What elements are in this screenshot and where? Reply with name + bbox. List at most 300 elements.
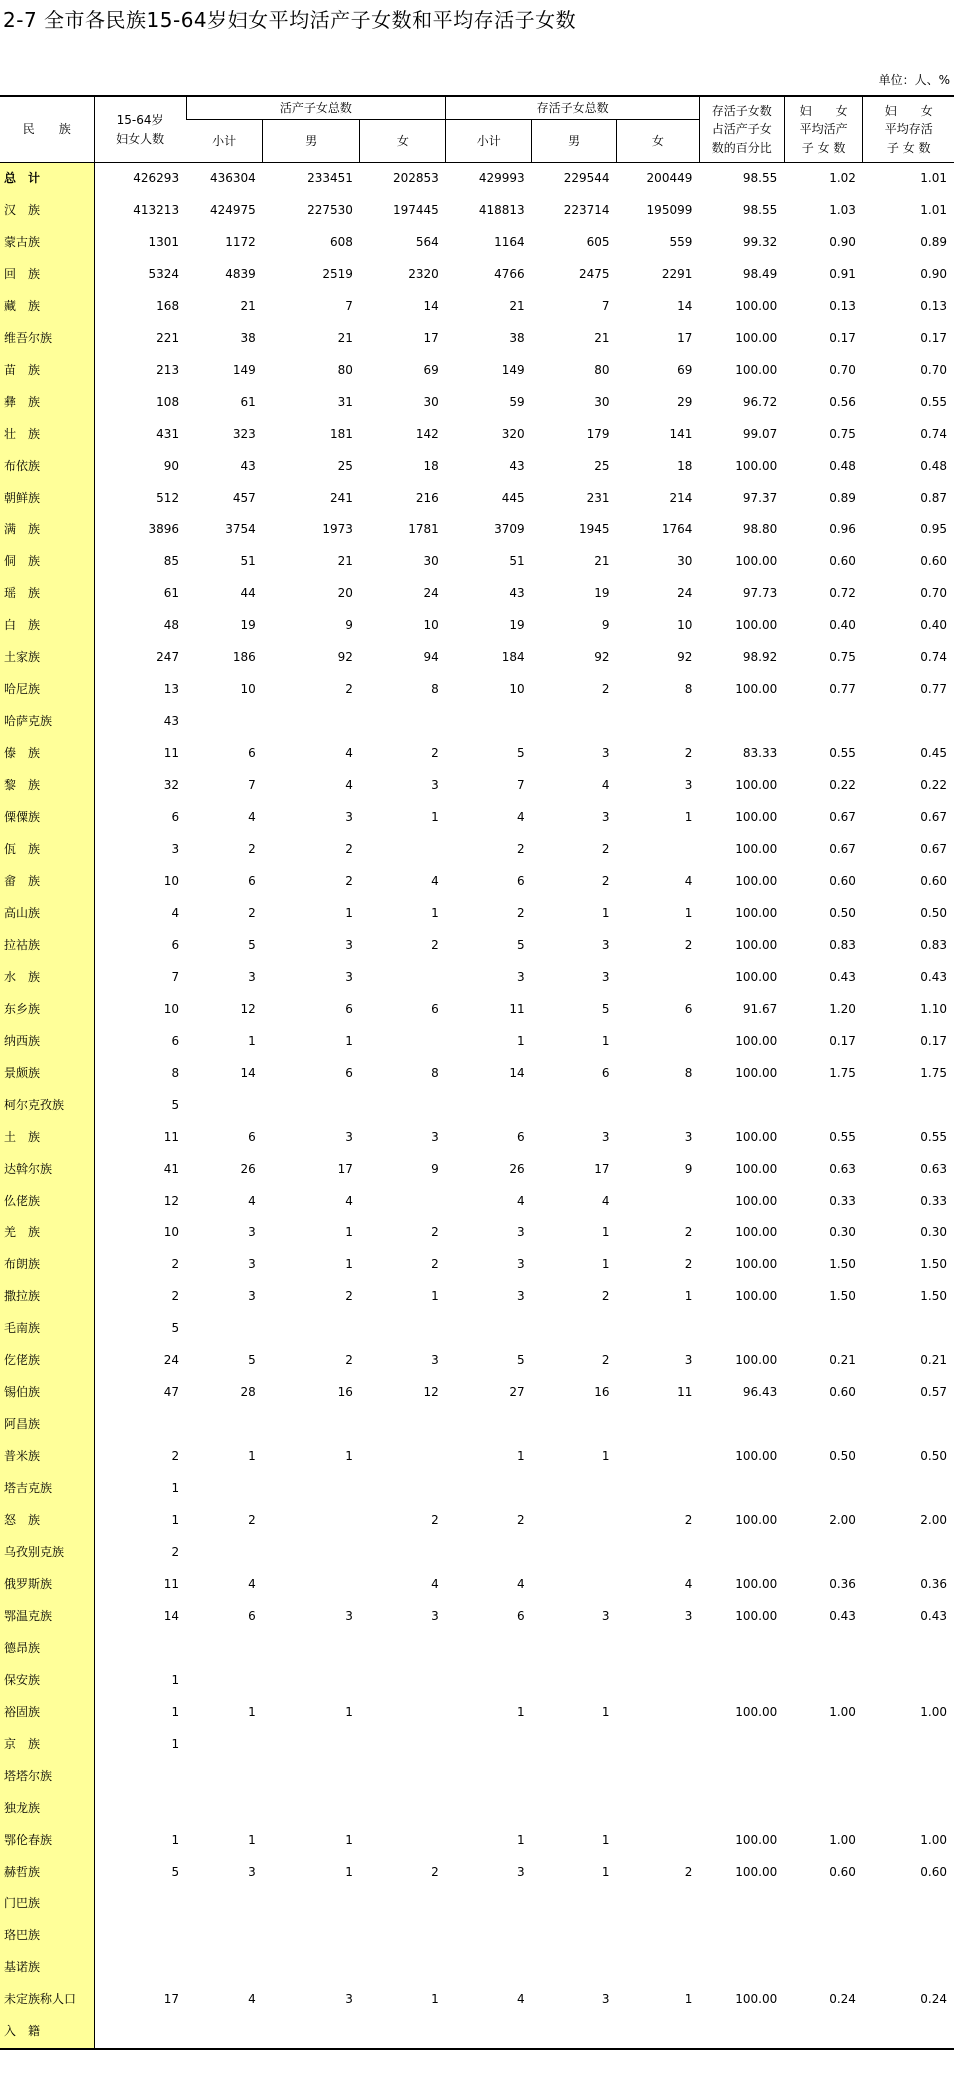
surv-subtotal-cell: 2 xyxy=(517,842,525,857)
surv-female-cell: 9 xyxy=(684,1161,693,1176)
born-male-cell xyxy=(263,1952,360,1984)
surv-subtotal-cell: 5 xyxy=(517,746,525,761)
born-subtotal-cell: 3 xyxy=(248,1257,256,1272)
avg-born-cell: 1.00 xyxy=(829,1704,856,1719)
avg-surv-cell: 0.60 xyxy=(920,873,947,888)
survival-pct-cell: 100.00 xyxy=(735,937,778,952)
avg-born-cell: 0.60 xyxy=(829,1385,856,1400)
header-born-subtotal: 小计 xyxy=(186,120,263,163)
born-subtotal-cell xyxy=(186,1633,263,1665)
ethnic-name-cell: 阿昌族 xyxy=(0,1409,94,1441)
born-female-cell xyxy=(360,1473,446,1505)
avg-surv-cell: 1.75 xyxy=(920,1065,947,1080)
ethnic-name-cell: 回 族 xyxy=(0,259,94,291)
born-male-cell: 227530 xyxy=(307,202,353,217)
born-male-cell xyxy=(263,1569,360,1601)
table-row xyxy=(0,546,954,578)
survival-pct-cell: 100.00 xyxy=(735,1129,778,1144)
survival-pct-cell: 96.43 xyxy=(742,1385,778,1400)
born-male-cell xyxy=(263,1409,360,1441)
surv-female-cell: 3 xyxy=(684,778,693,793)
surv-subtotal-cell: 2 xyxy=(517,1513,525,1528)
born-female-cell: 142 xyxy=(415,426,439,441)
women-count-cell: 1 xyxy=(171,1513,180,1528)
ethnic-name-cell: 京 族 xyxy=(0,1729,94,1761)
born-male-cell xyxy=(263,1505,360,1537)
survival-pct-cell: 100.00 xyxy=(735,1353,778,1368)
avg-born-cell: 0.67 xyxy=(829,842,856,857)
born-subtotal-cell: 1 xyxy=(248,1449,256,1464)
survival-pct-cell: 83.33 xyxy=(742,746,778,761)
women-count-cell xyxy=(94,1633,186,1665)
born-female-cell: 17 xyxy=(423,330,439,345)
avg-born-cell: 0.96 xyxy=(829,522,856,537)
surv-female-cell xyxy=(617,1090,700,1122)
women-count-cell: 413213 xyxy=(133,202,180,217)
women-count-cell: 24 xyxy=(163,1353,180,1368)
born-female-cell: 1 xyxy=(431,810,439,825)
born-subtotal-cell xyxy=(186,1793,263,1825)
avg-surv-cell: 0.74 xyxy=(920,426,947,441)
ethnic-name-cell: 塔吉克族 xyxy=(0,1473,94,1505)
surv-female-cell xyxy=(617,1697,700,1729)
born-subtotal-cell: 43 xyxy=(240,458,256,473)
born-female-cell: 197445 xyxy=(392,202,439,217)
surv-female-cell xyxy=(617,1409,700,1441)
surv-subtotal-cell xyxy=(446,1793,532,1825)
women-count-cell: 512 xyxy=(156,490,180,505)
born-subtotal-cell: 2 xyxy=(248,905,256,920)
women-count-cell: 41 xyxy=(163,1161,180,1176)
surv-male-cell: 1 xyxy=(601,1033,610,1048)
born-subtotal-cell xyxy=(186,1761,263,1793)
surv-female-cell: 8 xyxy=(684,1065,693,1080)
survival-pct-cell: 98.80 xyxy=(742,522,778,537)
avg-surv-cell: 1.00 xyxy=(920,1704,947,1719)
born-subtotal-cell xyxy=(186,2016,263,2049)
born-subtotal-cell: 6 xyxy=(248,1129,256,1144)
surv-male-cell xyxy=(532,1761,617,1793)
avg-surv-cell xyxy=(863,1761,954,1793)
born-subtotal-cell xyxy=(186,1888,263,1920)
born-subtotal-cell: 7 xyxy=(248,778,256,793)
women-count-cell: 2 xyxy=(171,1257,180,1272)
avg-surv-cell: 0.43 xyxy=(920,969,947,984)
header-women-count: 15-64岁 妇女人数 xyxy=(94,96,186,163)
surv-female-cell: 1764 xyxy=(661,522,693,537)
born-female-cell xyxy=(360,1186,446,1218)
surv-male-cell: 7 xyxy=(601,298,610,313)
avg-born-cell: 0.22 xyxy=(829,778,856,793)
table-row xyxy=(0,1186,954,1218)
ethnic-name-cell: 傣 族 xyxy=(0,738,94,770)
surv-female-cell: 2 xyxy=(684,1864,693,1879)
born-female-cell: 9 xyxy=(431,1161,439,1176)
table-row xyxy=(0,1249,954,1281)
born-female-cell xyxy=(360,2016,446,2049)
page-title: 2-7 全市各民族15-64岁妇女平均活产子女数和平均存活子女数 xyxy=(3,8,577,32)
table-row xyxy=(0,259,954,291)
surv-male-cell: 1 xyxy=(601,1449,610,1464)
born-female-cell xyxy=(360,1026,446,1058)
born-female-cell: 14 xyxy=(423,298,439,313)
surv-male-cell: 3 xyxy=(601,810,610,825)
ethnic-name-cell: 赫哲族 xyxy=(0,1857,94,1889)
surv-male-cell: 80 xyxy=(594,362,610,377)
table-row xyxy=(0,1920,954,1952)
surv-subtotal-cell: 7 xyxy=(517,778,525,793)
surv-female-cell xyxy=(617,962,700,994)
avg-surv-cell: 0.13 xyxy=(920,298,947,313)
surv-female-cell: 18 xyxy=(677,458,693,473)
avg-surv-cell: 0.74 xyxy=(920,650,947,665)
surv-subtotal-cell: 320 xyxy=(501,426,525,441)
women-count-cell: 213 xyxy=(156,362,180,377)
surv-female-cell xyxy=(617,1825,700,1857)
avg-born-cell: 0.48 xyxy=(829,458,856,473)
surv-subtotal-cell: 418813 xyxy=(478,202,525,217)
born-female-cell: 8 xyxy=(431,682,439,697)
avg-born-cell: 0.36 xyxy=(829,1576,856,1591)
avg-born-cell xyxy=(784,1888,863,1920)
avg-surv-cell: 0.43 xyxy=(920,1608,947,1623)
born-female-cell xyxy=(360,1537,446,1569)
table-row xyxy=(0,1281,954,1313)
born-female-cell: 2320 xyxy=(408,266,439,281)
women-count-cell: 247 xyxy=(156,650,180,665)
women-count-cell: 168 xyxy=(156,298,180,313)
surv-subtotal-cell: 14 xyxy=(509,1065,525,1080)
born-female-cell xyxy=(360,1633,446,1665)
born-female-cell xyxy=(360,1409,446,1441)
born-subtotal-cell xyxy=(186,1952,263,1984)
table-row xyxy=(0,1441,954,1473)
avg-surv-cell: 1.50 xyxy=(920,1257,947,1272)
surv-female-cell: 17 xyxy=(677,330,693,345)
born-subtotal-cell: 6 xyxy=(248,873,256,888)
born-female-cell: 30 xyxy=(423,394,439,409)
surv-subtotal-cell: 4 xyxy=(517,810,525,825)
table-row xyxy=(0,994,954,1026)
avg-surv-cell: 0.21 xyxy=(920,1353,947,1368)
surv-female-cell: 30 xyxy=(677,554,693,569)
born-subtotal-cell xyxy=(186,1090,263,1122)
women-count-cell: 85 xyxy=(163,554,180,569)
avg-surv-cell xyxy=(863,1729,954,1761)
avg-surv-cell: 0.55 xyxy=(920,1129,947,1144)
surv-subtotal-cell: 1164 xyxy=(494,234,525,249)
surv-male-cell: 2475 xyxy=(578,266,610,281)
avg-born-cell: 1.50 xyxy=(829,1289,856,1304)
born-subtotal-cell: 5 xyxy=(248,1353,256,1368)
survival-pct-cell xyxy=(699,1952,784,1984)
women-count-cell: 10 xyxy=(163,1225,180,1240)
born-female-cell: 6 xyxy=(431,1001,439,1016)
surv-female-cell xyxy=(617,1888,700,1920)
surv-male-cell: 3 xyxy=(601,969,610,984)
surv-subtotal-cell xyxy=(446,1761,532,1793)
born-subtotal-cell: 1172 xyxy=(225,234,256,249)
survival-pct-cell xyxy=(699,1633,784,1665)
table-row xyxy=(0,834,954,866)
born-female-cell xyxy=(360,1825,446,1857)
surv-male-cell xyxy=(532,1888,617,1920)
table-row xyxy=(0,1761,954,1793)
surv-male-cell: 16 xyxy=(594,1385,610,1400)
surv-female-cell: 1 xyxy=(684,810,693,825)
women-count-cell: 10 xyxy=(163,873,180,888)
born-male-cell: 3 xyxy=(345,937,353,952)
avg-born-cell: 0.17 xyxy=(829,1033,856,1048)
women-count-cell xyxy=(94,1888,186,1920)
born-female-cell: 2 xyxy=(431,1257,439,1272)
born-subtotal-cell: 44 xyxy=(240,586,256,601)
table-row xyxy=(0,419,954,451)
table-row xyxy=(0,1058,954,1090)
survival-pct-cell xyxy=(699,2016,784,2049)
survival-pct-cell: 100.00 xyxy=(735,1832,778,1847)
ethnic-name-cell: 土 族 xyxy=(0,1122,94,1154)
surv-male-cell: 229544 xyxy=(563,171,610,185)
surv-female-cell: 2 xyxy=(684,746,693,761)
born-subtotal-cell: 2 xyxy=(248,1513,256,1528)
born-female-cell xyxy=(360,1729,446,1761)
surv-female-cell: 6 xyxy=(684,1001,693,1016)
survival-pct-cell: 100.00 xyxy=(735,554,778,569)
avg-surv-cell xyxy=(863,1090,954,1122)
avg-surv-cell xyxy=(863,2016,954,2049)
born-male-cell: 21 xyxy=(337,554,353,569)
born-female-cell xyxy=(360,706,446,738)
surv-subtotal-cell: 43 xyxy=(509,586,525,601)
table-row xyxy=(0,802,954,834)
table-row xyxy=(0,578,954,610)
ethnic-name-cell: 满 族 xyxy=(0,514,94,546)
survival-pct-cell: 100.00 xyxy=(735,1289,778,1304)
ethnic-name-cell: 乌孜别克族 xyxy=(0,1537,94,1569)
surv-subtotal-cell xyxy=(446,1633,532,1665)
survival-pct-cell: 100.00 xyxy=(735,1513,778,1528)
surv-subtotal-cell: 51 xyxy=(509,554,525,569)
avg-surv-cell: 0.50 xyxy=(920,1449,947,1464)
avg-surv-cell: 0.33 xyxy=(920,1193,947,1208)
table-row xyxy=(0,898,954,930)
born-female-cell xyxy=(360,1952,446,1984)
avg-surv-cell xyxy=(863,1665,954,1697)
avg-surv-cell xyxy=(863,1920,954,1952)
header-surv-male: 男 xyxy=(532,120,617,163)
born-subtotal-cell: 4 xyxy=(248,1193,256,1208)
avg-surv-cell: 0.60 xyxy=(920,554,947,569)
born-male-cell: 4 xyxy=(345,746,353,761)
surv-male-cell: 1 xyxy=(601,1864,610,1879)
surv-female-cell: 24 xyxy=(677,586,693,601)
born-female-cell: 3 xyxy=(431,1608,439,1623)
table-row xyxy=(0,323,954,355)
surv-male-cell xyxy=(532,2016,617,2049)
table-row xyxy=(0,610,954,642)
surv-male-cell: 3 xyxy=(601,1129,610,1144)
women-count-cell: 221 xyxy=(156,330,180,345)
avg-born-cell: 0.67 xyxy=(829,810,856,825)
ethnic-name-cell: 佤 族 xyxy=(0,834,94,866)
table-row xyxy=(0,514,954,546)
surv-male-cell: 3 xyxy=(601,1608,610,1623)
surv-male-cell: 6 xyxy=(601,1065,610,1080)
header-surv-group: 存活子女总数 xyxy=(446,96,700,120)
avg-born-cell xyxy=(784,1633,863,1665)
surv-male-cell xyxy=(532,1952,617,1984)
ethnic-name-cell: 壮 族 xyxy=(0,419,94,451)
born-female-cell: 2 xyxy=(431,1864,439,1879)
ethnic-name-cell: 撒拉族 xyxy=(0,1281,94,1313)
table-row xyxy=(0,1601,954,1633)
surv-female-cell: 195099 xyxy=(646,202,693,217)
survival-pct-cell xyxy=(699,1888,784,1920)
women-count-cell xyxy=(94,1409,186,1441)
born-male-cell: 17 xyxy=(337,1161,353,1176)
survival-pct-cell: 100.00 xyxy=(735,1065,778,1080)
surv-male-cell: 605 xyxy=(586,234,610,249)
born-male-cell xyxy=(263,1633,360,1665)
surv-male-cell: 2 xyxy=(601,1353,610,1368)
avg-born-cell: 0.30 xyxy=(829,1225,856,1240)
avg-surv-cell xyxy=(863,1537,954,1569)
born-female-cell: 1781 xyxy=(408,522,439,537)
born-male-cell: 3 xyxy=(345,969,353,984)
surv-male-cell: 17 xyxy=(594,1161,610,1176)
surv-female-cell: 200449 xyxy=(646,171,693,185)
avg-born-cell xyxy=(784,1473,863,1505)
table-row xyxy=(0,1026,954,1058)
women-count-cell: 8 xyxy=(171,1065,180,1080)
surv-subtotal-cell: 3709 xyxy=(494,522,525,537)
women-count-cell: 3896 xyxy=(148,522,180,537)
table-row xyxy=(0,195,954,227)
born-male-cell: 1 xyxy=(345,1704,353,1719)
ethnic-name-cell: 朝鲜族 xyxy=(0,483,94,515)
surv-female-cell xyxy=(617,1920,700,1952)
surv-female-cell: 2 xyxy=(684,937,693,952)
surv-subtotal-cell xyxy=(446,1537,532,1569)
ethnic-name-cell: 柯尔克孜族 xyxy=(0,1090,94,1122)
surv-subtotal-cell: 38 xyxy=(509,330,525,345)
born-female-cell: 94 xyxy=(423,650,439,665)
born-subtotal-cell: 14 xyxy=(240,1065,256,1080)
born-male-cell: 3 xyxy=(345,1129,353,1144)
surv-subtotal-cell: 1 xyxy=(517,1033,525,1048)
surv-subtotal-cell: 445 xyxy=(501,490,525,505)
born-female-cell xyxy=(360,1697,446,1729)
surv-male-cell xyxy=(532,1473,617,1505)
survival-pct-cell: 100.00 xyxy=(735,1449,778,1464)
surv-female-cell: 1 xyxy=(684,905,693,920)
born-female-cell xyxy=(360,1441,446,1473)
surv-male-cell: 1 xyxy=(601,1257,610,1272)
survival-pct-cell: 100.00 xyxy=(735,682,778,697)
born-subtotal-cell xyxy=(186,1537,263,1569)
born-subtotal-cell: 28 xyxy=(240,1385,256,1400)
header-surv-female: 女 xyxy=(617,120,700,163)
ethnic-name-cell: 入 籍 xyxy=(0,2016,94,2049)
women-count-cell: 10 xyxy=(163,1001,180,1016)
avg-born-cell xyxy=(784,1952,863,1984)
born-male-cell: 1 xyxy=(345,1033,353,1048)
born-female-cell xyxy=(360,1313,446,1345)
survival-pct-cell: 100.00 xyxy=(735,1864,778,1879)
surv-male-cell xyxy=(532,1665,617,1697)
surv-male-cell: 25 xyxy=(594,458,610,473)
survival-pct-cell: 100.00 xyxy=(735,1033,778,1048)
surv-male-cell: 21 xyxy=(594,330,610,345)
avg-surv-cell xyxy=(863,1633,954,1665)
table-row xyxy=(0,483,954,515)
surv-subtotal-cell: 4 xyxy=(517,1193,525,1208)
ethnic-name-cell: 锡伯族 xyxy=(0,1377,94,1409)
surv-male-cell: 3 xyxy=(601,937,610,952)
survival-pct-cell: 100.00 xyxy=(735,1608,778,1623)
women-count-cell: 5 xyxy=(171,1864,180,1879)
born-subtotal-cell xyxy=(186,1473,263,1505)
born-subtotal-cell: 3 xyxy=(248,1289,256,1304)
born-female-cell: 3 xyxy=(431,1129,439,1144)
avg-born-cell: 0.43 xyxy=(829,969,856,984)
ethnic-name-cell: 黎 族 xyxy=(0,770,94,802)
born-female-cell xyxy=(360,1920,446,1952)
survival-pct-cell xyxy=(699,1665,784,1697)
surv-subtotal-cell: 3 xyxy=(517,1257,525,1272)
born-male-cell xyxy=(263,2016,360,2049)
avg-surv-cell: 0.24 xyxy=(920,1992,947,2007)
born-subtotal-cell xyxy=(186,1920,263,1952)
born-subtotal-cell: 186 xyxy=(232,650,256,665)
table-row xyxy=(0,1154,954,1186)
surv-subtotal-cell: 3 xyxy=(517,969,525,984)
avg-surv-cell xyxy=(863,1313,954,1345)
survival-pct-cell: 100.00 xyxy=(735,330,778,345)
avg-born-cell: 0.21 xyxy=(829,1353,856,1368)
surv-male-cell xyxy=(532,1633,617,1665)
avg-surv-cell: 0.67 xyxy=(920,842,947,857)
table-row xyxy=(0,1569,954,1601)
surv-subtotal-cell: 11 xyxy=(509,1001,525,1016)
surv-male-cell xyxy=(532,1090,617,1122)
survival-pct-cell: 98.55 xyxy=(742,171,778,185)
survival-pct-cell: 100.00 xyxy=(735,810,778,825)
ethnic-name-cell: 塔塔尔族 xyxy=(0,1761,94,1793)
born-male-cell: 3 xyxy=(345,1608,353,1623)
surv-male-cell: 179 xyxy=(586,426,610,441)
surv-female-cell xyxy=(617,1729,700,1761)
survival-pct-cell: 100.00 xyxy=(735,1193,778,1208)
surv-subtotal-cell xyxy=(446,1920,532,1952)
born-male-cell: 2519 xyxy=(322,266,353,281)
born-male-cell xyxy=(263,706,360,738)
ethnic-name-cell: 瑶 族 xyxy=(0,578,94,610)
ethnic-name-cell: 傈僳族 xyxy=(0,802,94,834)
born-subtotal-cell: 38 xyxy=(240,330,256,345)
table-row xyxy=(0,706,954,738)
survival-pct-cell: 100.00 xyxy=(735,905,778,920)
surv-female-cell: 69 xyxy=(677,362,693,377)
women-count-cell: 2 xyxy=(171,1449,180,1464)
avg-born-cell: 0.83 xyxy=(829,937,856,952)
surv-female-cell xyxy=(617,1441,700,1473)
table-row xyxy=(0,1665,954,1697)
born-female-cell xyxy=(360,1090,446,1122)
avg-born-cell: 0.75 xyxy=(829,426,856,441)
table-row xyxy=(0,2016,954,2049)
